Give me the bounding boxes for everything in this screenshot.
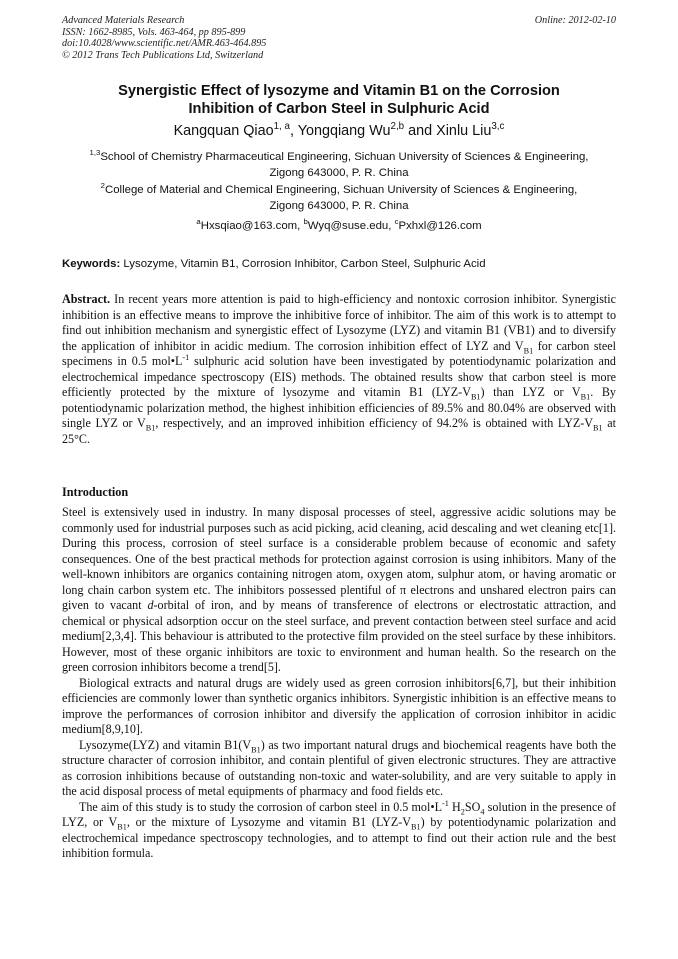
author-list <box>62 122 616 140</box>
intro-paragraph-2: Biological extracts and natural drugs are widely used as green corrosion inhibitors[6,7], but their inhibition efficiencies are commonly lower than synthetic organics inhibitors. Synergistic inhibition is an effective means to improve the performances of corrosion inhibitor and diversify the application of corrosion inhibitor in acidic medium[8,9,10]. <box>62 675 616 736</box>
journal-header <box>62 15 616 61</box>
email-b-mark: b <box>303 217 308 227</box>
intro-paragraph-3 <box>62 738 616 800</box>
abstract-sub-2: B1 <box>470 392 481 402</box>
affiliation-1-mark: 1,3 <box>89 148 101 158</box>
email-c-mark: c <box>394 217 399 227</box>
affiliation-2-mark: 2 <box>100 181 105 191</box>
abstract-sup-1: -1 <box>182 352 190 362</box>
affiliation-2 <box>62 182 616 214</box>
intro-p3-sub: B1 <box>251 744 261 754</box>
intro-p4-text-c: SO <box>464 799 481 814</box>
intro-p4-sub-2: 4 <box>480 806 485 816</box>
affiliation-2-line-1: College of Material and Chemical Engineering, Sichuan University of Sciences & Engineering, <box>104 184 578 196</box>
intro-p3-text-a: Lysozyme(LYZ) and vitamin B1(V <box>79 737 252 752</box>
intro-p3-text-b: ) as two important natural drugs and biochemical reagents have both the structure character of corrosion inhibitor, and contain plentiful of given electronic structures. They are attractive as corrosion inhibitions because of outstanding non-toxic and water-solubility, and are very suitable to apply in the acid disposal process of metal equipments of pharmacy and food fields etc. <box>62 737 616 798</box>
affiliation-1-line-2: Zigong 643000, P. R. China <box>269 167 409 179</box>
doi-line: doi:10.4028/www.scientific.net/AMR.463-464.895 <box>62 38 267 50</box>
intro-p4-text-e: , or the mixture of Lysozyme and vitamin B1 (LYZ-V <box>126 815 412 829</box>
title-line-1: Synergistic Effect of lysozyme and Vitamin B1 on the Corrosion <box>118 83 560 99</box>
author-3: Xinlu Liu <box>436 123 492 139</box>
intro-paragraph-1 <box>62 505 616 676</box>
abstract-sub-3: B1 <box>580 392 591 402</box>
intro-p1-italic: d <box>147 598 154 612</box>
email-a-mark: a <box>196 217 201 227</box>
copyright-line: © 2012 Trans Tech Publications Ltd, Switzerland <box>62 49 264 61</box>
intro-p4-text-a: The aim of this study is to study the corrosion of carbon steel in 0.5 mol•L <box>79 799 442 814</box>
section-heading-introduction: Introduction <box>62 485 129 499</box>
journal-name: Advanced Materials Research <box>62 15 185 26</box>
abstract-text-7: at 25°C. <box>62 416 616 446</box>
author-1-affil: 1, a <box>273 121 290 133</box>
author-1: Kangquan Qiao <box>173 123 274 139</box>
abstract-text-4: ) than LYZ or V <box>480 385 581 399</box>
affiliation-1-line-1: School of Chemistry Pharmaceutical Engineering, Sichuan University of Sciences & Engineering, <box>100 151 589 163</box>
intro-p4-sub-3: B1 <box>117 822 127 832</box>
abstract <box>62 292 616 447</box>
email-b: Wyq@suse.edu, <box>307 220 395 232</box>
intro-p4-text-f: ) by potentiodynamic polarization and electrochemical impedance spectroscopy technologies, and to attempt to find out their action rule and the best inhibition formula. <box>62 815 616 860</box>
keywords-label: Keywords: <box>62 258 121 270</box>
introduction-body <box>62 505 616 862</box>
author-2-affil: 2,b <box>390 121 405 133</box>
author-sep-2: and <box>404 123 437 139</box>
keywords <box>62 256 616 272</box>
abstract-sub-5: B1 <box>593 423 603 433</box>
intro-p4-text-b: H <box>448 799 461 814</box>
online-date: Online: 2012-02-10 <box>534 15 616 26</box>
intro-p4-text-d: solution in the presence of LYZ, or V <box>62 799 616 829</box>
intro-p1-text-b: -orbital of iron, and by means of transference of electrons or electrostatic attraction, and chemical or physical adsorption occur on the steel surface, and prevent contaction between steel surface and acid medium[2,3,4]. This behaviour is attributed to the protective film provided on the steel surface by these inhibitors. However, most of these organic inhibitors are toxic to environment and human health. So the research on the green corrosion inhibitors become a trend[5]. <box>62 598 616 674</box>
author-sep-1: , <box>289 123 298 139</box>
author-3-affil: 3,c <box>491 121 505 133</box>
abstract-text-6: , respectively, and an improved inhibition efficiency of 94.2% is obtained with LYZ-V <box>155 416 593 430</box>
author-emails <box>62 218 616 234</box>
abstract-text-2: for carbon steel specimens in 0.5 mol•L <box>62 338 616 368</box>
paper-title <box>62 82 616 118</box>
abstract-text-3: sulphuric acid solution have been investigated by potentiodynamic polarization and electrochemical impedance spectroscopy (EIS) methods. The obtained results show that carbon steel is more efficiently protected by the mixture of lysozyme and vitamin B1 (LYZ-V <box>62 354 616 399</box>
title-line-2: Inhibition of Carbon Steel in Sulphuric Acid <box>188 101 490 117</box>
abstract-text-5: . By potentiodynamic polarization method, the highest inhibition efficiencies of 89.5% and 80.04% are observed with single LYZ or V <box>62 385 616 430</box>
intro-p4-sup: -1 <box>441 798 449 808</box>
keywords-text: Lysozyme, Vitamin B1, Corrosion Inhibitor, Carbon Steel, Sulphuric Acid <box>120 258 486 270</box>
intro-p4-sub-1: 2 <box>460 806 465 816</box>
email-a: Hxsqiao@163.com, <box>200 220 304 232</box>
abstract-label: Abstract. <box>62 292 111 306</box>
email-c: Pxhxl@126.com <box>398 220 482 232</box>
issn-line: ISSN: 1662-8985, Vols. 463-464, pp 895-899 <box>62 26 246 38</box>
author-2: Yongqiang Wu <box>297 123 391 139</box>
intro-paragraph-4 <box>62 800 616 862</box>
abstract-sub-1: B1 <box>523 345 534 355</box>
abstract-sub-4: B1 <box>145 423 156 433</box>
intro-p4-sub-4: B1 <box>411 822 421 832</box>
intro-p1-text-a: Steel is extensively used in industry. In many disposal processes of steel, aggressive acidic solutions may be commonly used for industrial purposes such as acid picking, acid cleaning, acid descaling and wet cleaning etc[1]. During this process, corrosion of steel surface is a considerable problem because of economic and safety consequences. One of the best practical methods for protection against corrosion is using inhibitors. Many of the well-known inhibitors are organics containing nitrogen atom, oxygen atom, sulphur atom, or having aromatic or long chain carbon system etc. The inhibitors possessed plentiful of π electrons and unshared electron pairs can given to vacant <box>62 505 616 612</box>
abstract-text-1: In recent years more attention is paid to high-efficiency and nontoxic corrosion inhibitor. Synergistic inhibition is an effective means to improve the inhibitive force of inhibitor. The aim of this work is to attempt to find out inhibition mechanism and synergistic effect of Lysozyme (LYZ) and vitamin B1 (VB1) and to diversify the application of inhibitor in acidic medium. The corrosion inhibition effect of LYZ and V <box>62 292 616 353</box>
affiliation-2-line-2: Zigong 643000, P. R. China <box>269 200 409 212</box>
affiliation-1 <box>62 149 616 181</box>
